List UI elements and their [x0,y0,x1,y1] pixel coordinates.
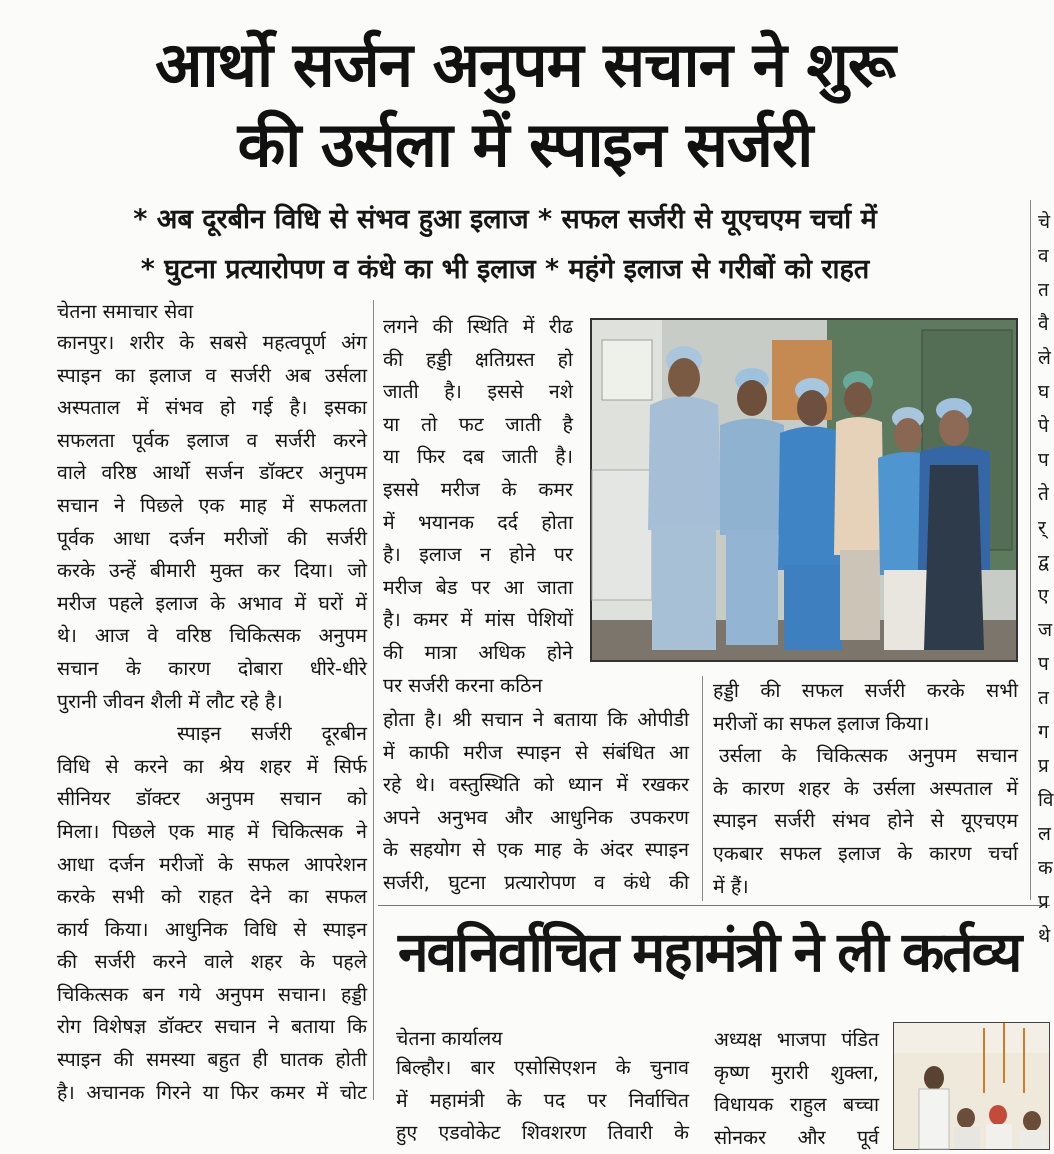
text-line: उर्सला के चिकित्सक अनुपम सचान [719,744,1018,768]
column-rule [1030,200,1031,900]
surgical-team-photo [590,318,1018,662]
text-line: हुए एडवोकेट शिवशरण तिवारी के [396,1121,689,1145]
text-line: मिला। पिछले एक माह में चिकित्सक ने [57,819,367,843]
article-column-2b [383,704,689,900]
text-line: हड्डी की सफल सर्जरी करके सभी [713,679,1018,702]
text-fragment: ते [1038,483,1049,505]
text-fragment: प्र [1038,755,1049,777]
text-line: अध्यक्ष भाजपा पंडित [714,1028,879,1051]
text-line: कानपुर। शरीर के सबसे महत्वपूर्ण अंग [57,331,367,354]
adjacent-column-clipped [1038,205,1054,953]
text-fragment: चे [1038,211,1051,233]
text-line: कार्य किया। आधुनिक विधि से स्पाइन [57,917,367,941]
second-headline: नवनिर्वाचित महामंत्री ने ली कर्तव्य [398,920,1021,984]
text-fragment: घ [1038,381,1050,403]
main-headline-line-2: की उर्सला में स्पाइन सर्जरी [237,108,813,181]
text-line: या तो फट जाती है [383,412,573,436]
text-line: इससे मरीज के कमर [383,477,573,501]
text-fragment: थे [1038,925,1051,947]
text-line: में महामंत्री के पद पर निर्वाचित [396,1088,689,1112]
text-line: जाती है। इससे नशे [383,380,573,404]
text-line: चिकित्सक बन गये अनुपम सचान। हड्डी [57,982,367,1006]
text-line: स्पाइन सर्जरी दूरबीन [177,722,367,746]
text-line: विधायक राहुल बच्चा [714,1093,879,1117]
text-line: में काफी मरीज स्पाइन से संबंधित आ [383,740,689,764]
article-column-3 [713,675,1018,903]
text-line: पर सर्जरी करना कठिन [383,673,543,697]
text-line: मरीज बेड पर आ जाता [383,575,573,599]
text-line: की हड्डी क्षतिग्रस्त हो [383,347,573,371]
text-line: की सर्जरी करने वाले शहर के पहले [57,950,367,974]
text-line: स्पाइन की समस्या बहुत ही घातक होती [57,1048,367,1072]
swearing-in-photo [893,1022,1050,1150]
text-fragment: वि [1038,789,1054,811]
text-line: सचान ने पिछले एक माह में सफलता [57,493,367,517]
second-byline: चेतना कार्यालय [396,1027,503,1050]
subhead-line-1: * अब दूरबीन विधि से संभव हुआ इलाज * सफल सर्जरी से यूएचएम चर्चा में [133,204,877,235]
text-fragment: व [1038,245,1049,267]
text-fragment: वै [1038,313,1049,335]
text-line: थे। आज वे वरिष्ठ चिकित्सक अनुपम [57,624,367,648]
text-line: मरीज पहले इलाज के अभाव में घरों में [57,591,367,615]
text-line: पुरानी जीवन शैली में लौट रहे है। [57,689,283,713]
text-line: वाले वरिष्ठ आर्थो सर्जन डॉक्टर अनुपम [57,461,367,485]
text-line: स्पाइन सर्जरी संभव होने से यूएचएम [713,809,1018,833]
text-line: सफलता पूर्वक इलाज व सर्जरी करने [57,428,367,452]
second-column-2 [714,1024,879,1154]
text-fragment: त [1038,687,1049,709]
text-fragment: ल [1038,823,1051,845]
text-line: करके उन्हें बीमारी मुक्त कर दिया। जो [57,559,367,583]
text-fragment: ले [1038,347,1051,369]
column-rule [373,300,374,1100]
article-column-1 [57,327,367,1109]
text-line: या फिर दब जाती है। [383,445,573,469]
text-line: कृष्ण मुरारी शुक्ला, [714,1060,879,1084]
text-line: रहे थे। वस्तुस्थिति को ध्यान में रखकर [383,773,689,797]
text-line: लगने की स्थिति में रीढ [383,315,573,338]
text-line: अपने अनुभव और आधुनिक उपकरण [383,805,689,829]
text-fragment: प [1038,653,1049,675]
text-line: सर्जरी, घुटना प्रत्यारोपण व कंधे की [383,870,689,894]
text-line: एकबार सफल इलाज के कारण चर्चा [713,841,1018,865]
text-fragment: ज [1038,619,1053,641]
text-fragment: द्व [1038,551,1049,573]
second-column-1 [396,1052,689,1150]
text-fragment: पे [1038,415,1049,437]
text-fragment: ग [1038,721,1049,743]
text-line: बिल्हौर। बार एसोसिएशन के चुनाव [396,1056,689,1079]
story-divider [378,905,1050,906]
text-fragment: त [1038,279,1049,301]
text-fragment: र् [1038,517,1046,539]
text-line: सोनकर और पूर्व [714,1125,879,1149]
text-line: विधि से करने का श्रेय शहर में सिर्फ [57,754,367,778]
text-line: है। अचानक गिरने या फिर कमर में चोट [57,1080,367,1104]
text-line: करके सभी को राहत देने का सफल [57,885,367,909]
text-line: के कारण शहर के उर्सला अस्पताल में [713,776,1018,800]
text-line: पूर्वक आधा दर्जन मरीजों की सर्जरी [57,526,367,550]
subhead-line-2: * घुटना प्रत्यारोपण व कंधे का भी इलाज * महंगे इलाज से गरीबों को राहत [140,254,870,285]
text-line: आधा दर्जन मरीजों के सफल आपरेशन [57,852,367,876]
text-line: है। कमर में मांस पेशियों [383,608,573,632]
text-fragment: ए [1038,585,1049,607]
text-line: सीनियर डॉक्टर अनुपम सचान को [57,787,367,811]
byline: चेतना समाचार सेवा [57,300,194,323]
text-fragment: प [1038,449,1049,471]
text-line: मरीजों का सफल इलाज किया। [713,711,930,735]
article-column-2 [383,311,573,702]
main-headline-line-1: आर्थो सर्जन अनुपम सचान ने शुरू [155,28,895,101]
text-fragment: क [1038,857,1053,879]
text-line: होता है। श्री सचान ने बताया कि ओपीडी [383,708,689,731]
text-line: अस्पताल में संभव हो गई है। इसका [57,396,367,420]
text-line: में हैं। [713,874,749,898]
text-line: की मात्रा अधिक होने [383,640,573,664]
text-fragment: प्र [1038,891,1049,913]
text-line: है। इलाज न होने पर [383,543,573,567]
text-line: स्पाइन का इलाज व सर्जरी अब उर्सला [57,363,367,387]
column-rule [702,676,703,901]
text-line: में भयानक दर्द होता [383,510,573,534]
text-line: के सहयोग से एक माह के अंदर स्पाइन [383,838,689,862]
text-line: सचान के कारण दोबारा धीरे-धीरे [57,656,367,680]
text-line: रोग विशेषज्ञ डॉक्टर सचान ने बताया कि [57,1015,367,1039]
